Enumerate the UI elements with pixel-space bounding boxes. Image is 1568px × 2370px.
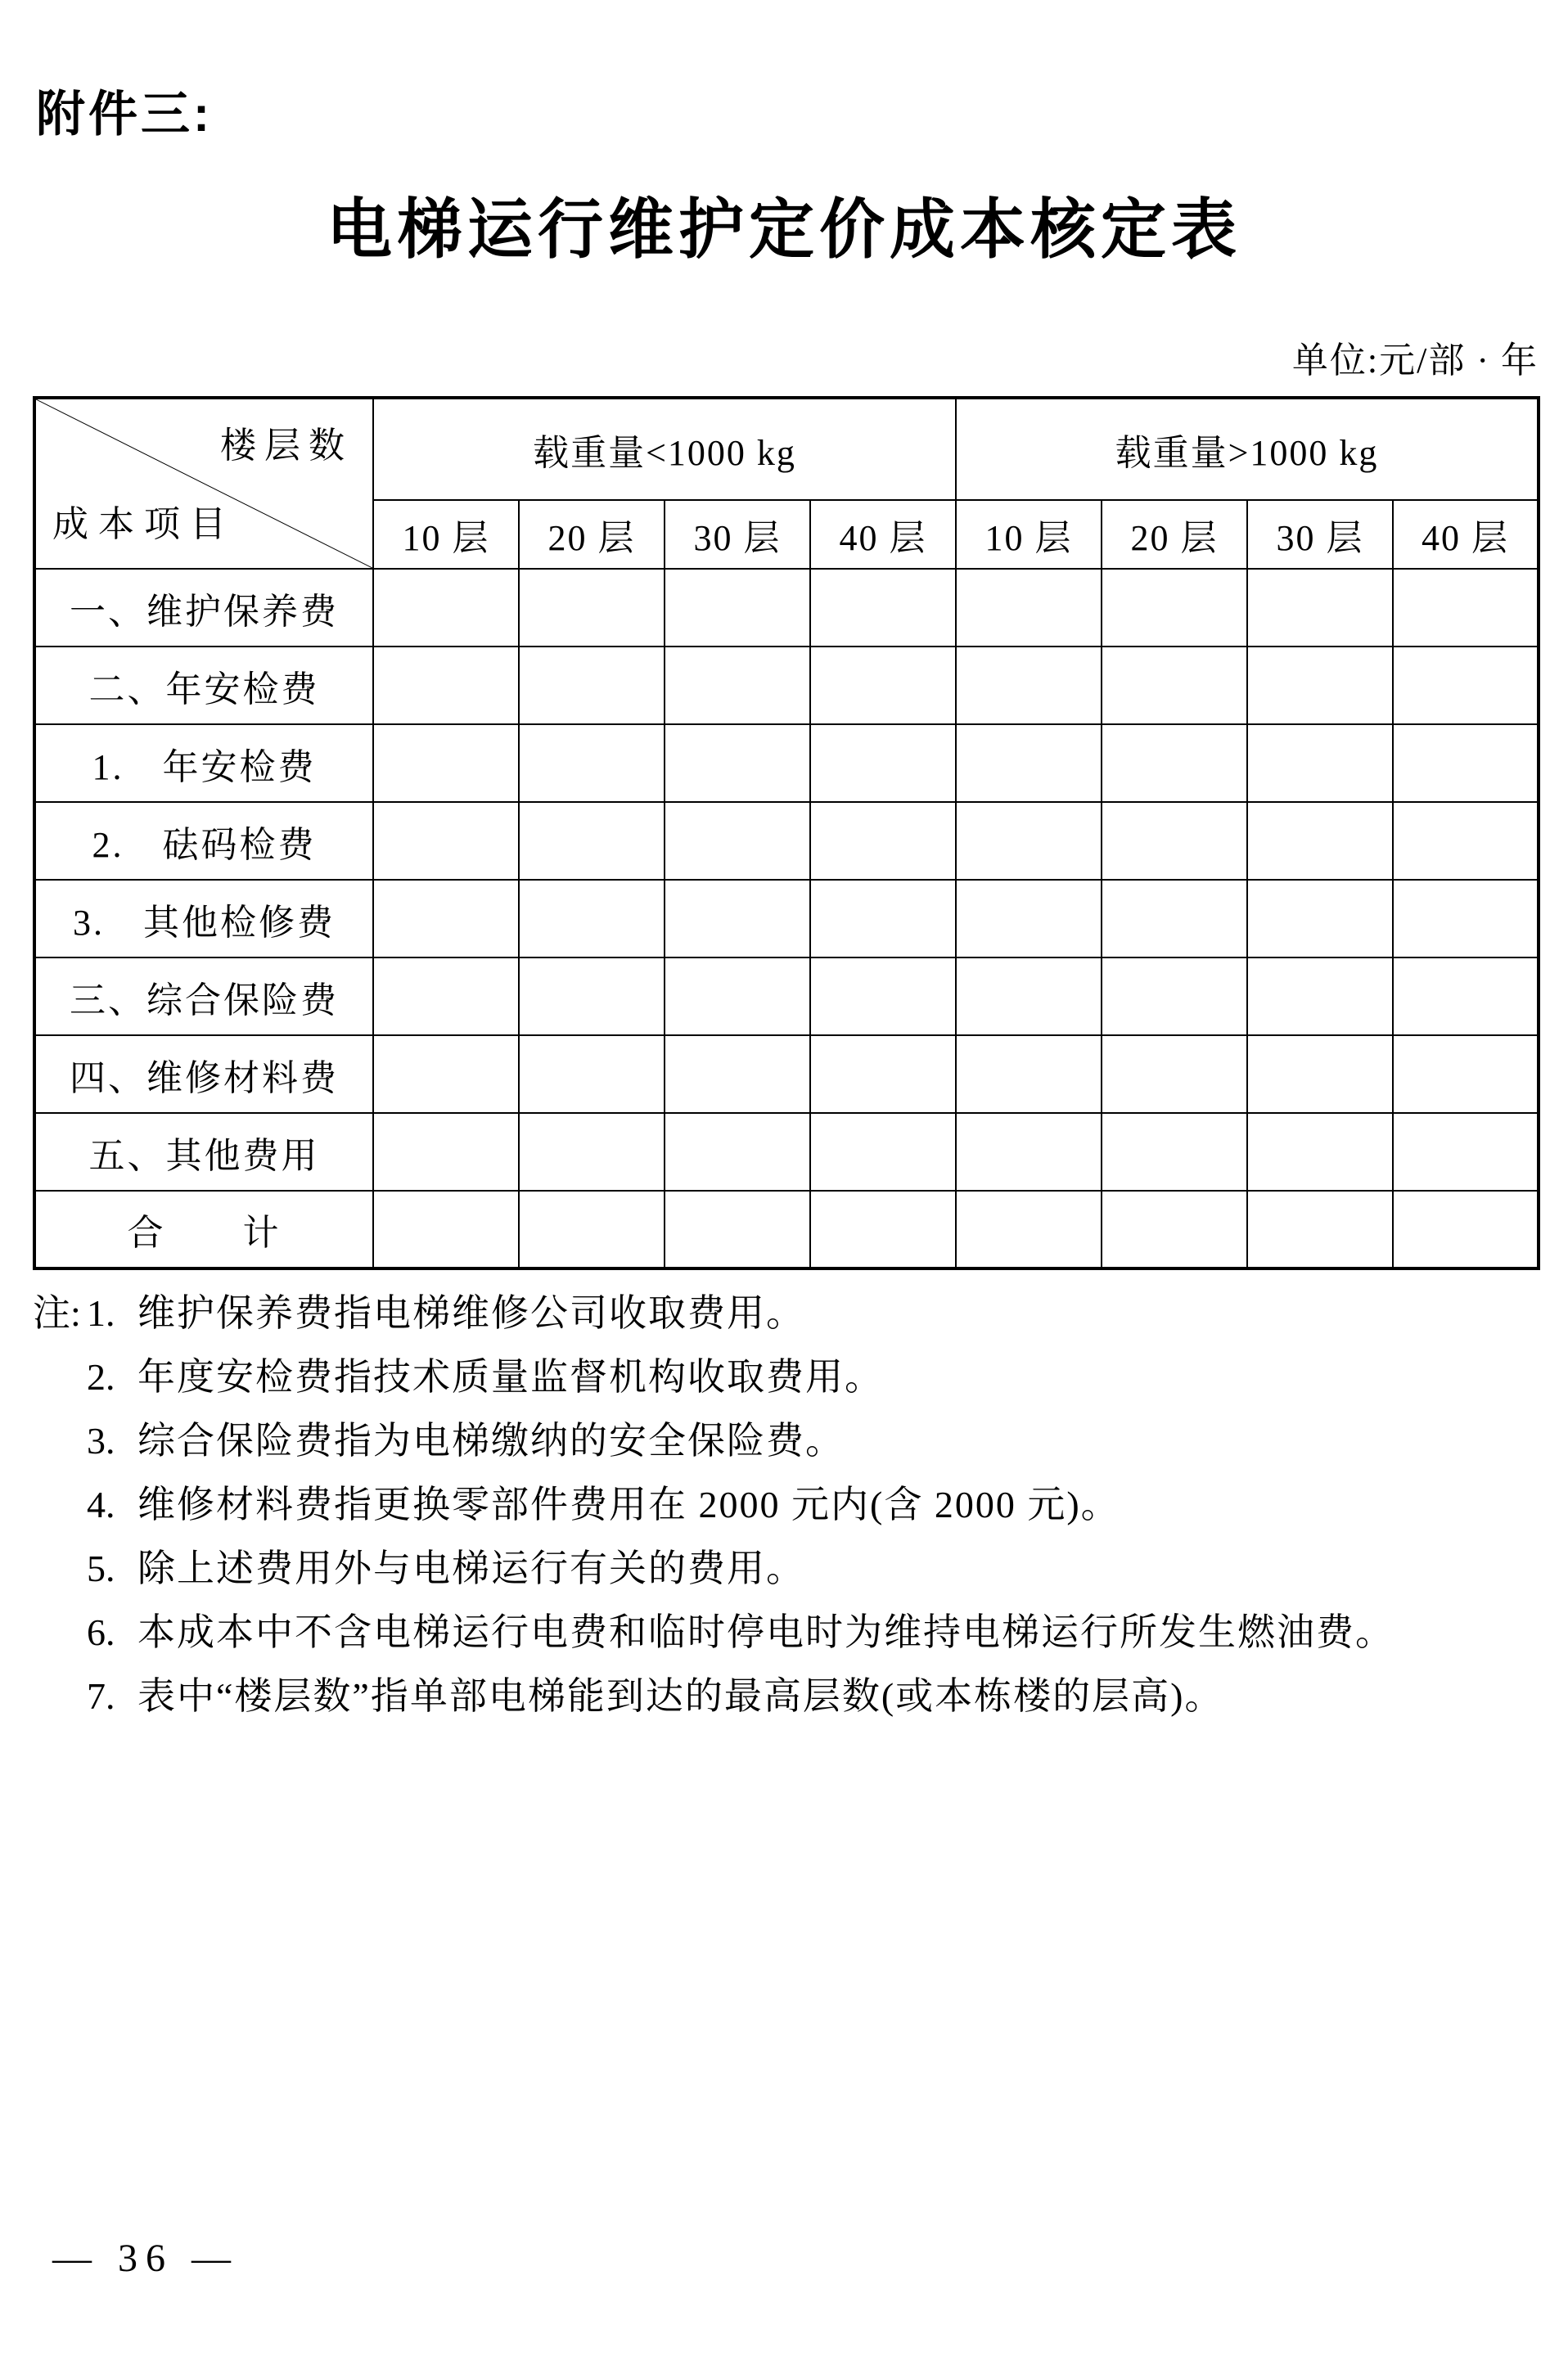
- note-text: 除上述费用外与电梯运行有关的费用。: [137, 1548, 805, 1589]
- col-header-over-30f: 30 层: [1247, 500, 1393, 569]
- data-cell: [665, 724, 810, 802]
- note-number: 6.: [87, 1611, 115, 1653]
- row-label: 一、维护保养费: [34, 569, 373, 647]
- data-cell: [665, 1191, 810, 1268]
- data-cell: [1393, 1191, 1539, 1268]
- data-cell: [810, 802, 956, 880]
- row-label: 3. 其他检修费: [34, 880, 373, 957]
- col-group-load-over-1000: 载重量>1000 kg: [956, 398, 1539, 500]
- row-label: 1. 年安检费: [34, 724, 373, 802]
- corner-floor-count-label: 楼层数: [220, 426, 353, 466]
- data-cell: [1102, 880, 1247, 957]
- cost-table: [33, 396, 1540, 1270]
- data-cell: [810, 1035, 956, 1113]
- table-row-annual-inspection-sub: [34, 724, 1539, 802]
- note-item: [33, 1473, 1540, 1537]
- data-cell: [519, 1113, 665, 1191]
- data-cell: [519, 647, 665, 724]
- data-cell: [956, 1113, 1102, 1191]
- attachment-label: 附件三:: [36, 87, 213, 142]
- data-cell: [519, 1035, 665, 1113]
- note-number: 3.: [87, 1420, 115, 1462]
- data-cell: [810, 1191, 956, 1268]
- note-number: 2.: [87, 1356, 115, 1398]
- data-cell: [810, 957, 956, 1035]
- row-label: 三、综合保险费: [34, 957, 373, 1035]
- note-item: [33, 1601, 1540, 1665]
- data-cell: [665, 957, 810, 1035]
- data-cell: [1102, 1191, 1247, 1268]
- note-text: 表中“楼层数”指单部电梯能到达的最高层数(或本栋楼的层高)。: [137, 1675, 1224, 1717]
- data-cell: [373, 1035, 519, 1113]
- data-cell: [956, 957, 1102, 1035]
- col-header-under-20f: 20 层: [519, 500, 665, 569]
- data-cell: [810, 569, 956, 647]
- data-cell: [1247, 724, 1393, 802]
- table-row-repair-materials: [34, 1035, 1539, 1113]
- data-cell: [519, 880, 665, 957]
- data-cell: [665, 802, 810, 880]
- data-cell: [810, 1113, 956, 1191]
- data-cell: [1247, 647, 1393, 724]
- data-cell: [373, 880, 519, 957]
- note-item: [33, 1345, 1540, 1409]
- table-row-weight-check: [34, 802, 1539, 880]
- note-item: [33, 1409, 1540, 1473]
- table-row-other-fees: [34, 1113, 1539, 1191]
- table-row-annual-inspection: [34, 647, 1539, 724]
- data-cell: [1247, 802, 1393, 880]
- data-cell: [1102, 1113, 1247, 1191]
- data-cell: [1393, 724, 1539, 802]
- data-cell: [1393, 957, 1539, 1035]
- data-cell: [373, 1113, 519, 1191]
- note-text: 维护保养费指电梯维修公司收取费用。: [137, 1292, 805, 1334]
- table-row-maintenance-fee: [34, 569, 1539, 647]
- page-title: 电梯运行维护定价成本核定表: [327, 195, 1241, 267]
- row-label: 四、维修材料费: [34, 1035, 373, 1113]
- note-item: [33, 1537, 1540, 1601]
- data-cell: [665, 1035, 810, 1113]
- data-cell: [519, 957, 665, 1035]
- data-cell: [1102, 802, 1247, 880]
- data-cell: [1102, 1035, 1247, 1113]
- table-row-insurance: [34, 957, 1539, 1035]
- col-header-under-40f: 40 层: [810, 500, 956, 569]
- note-item: [33, 1665, 1540, 1728]
- col-header-under-10f: 10 层: [373, 500, 519, 569]
- data-cell: [373, 957, 519, 1035]
- note-number: 4.: [87, 1484, 115, 1525]
- col-header-over-10f: 10 层: [956, 500, 1102, 569]
- data-cell: [665, 569, 810, 647]
- col-header-over-20f: 20 层: [1102, 500, 1247, 569]
- row-label-total: 合 计: [34, 1191, 373, 1268]
- note-text: 本成本中不含电梯运行电费和临时停电时为维持电梯运行所发生燃油费。: [137, 1611, 1395, 1653]
- data-cell: [956, 802, 1102, 880]
- data-cell: [1247, 569, 1393, 647]
- note-text: 综合保险费指为电梯缴纳的安全保险费。: [137, 1420, 845, 1462]
- row-label: 2. 砝码检费: [34, 802, 373, 880]
- data-cell: [1247, 1035, 1393, 1113]
- data-cell: [810, 724, 956, 802]
- unit-label: 单位:元/部 · 年: [1291, 340, 1539, 381]
- table-row-total: [34, 1191, 1539, 1268]
- data-cell: [1102, 647, 1247, 724]
- data-cell: [1102, 724, 1247, 802]
- note-number: 5.: [87, 1548, 115, 1589]
- data-cell: [519, 802, 665, 880]
- data-cell: [1393, 880, 1539, 957]
- data-cell: [956, 647, 1102, 724]
- data-cell: [1393, 802, 1539, 880]
- note-prefix: 注:: [33, 1292, 81, 1334]
- notes-section: [33, 1282, 1540, 1728]
- row-label: 五、其他费用: [34, 1113, 373, 1191]
- data-cell: [1393, 1035, 1539, 1113]
- data-cell: [373, 1191, 519, 1268]
- data-cell: [956, 1035, 1102, 1113]
- data-cell: [1247, 880, 1393, 957]
- data-cell: [1393, 647, 1539, 724]
- data-cell: [810, 647, 956, 724]
- corner-header-cell: [34, 398, 373, 569]
- data-cell: [665, 1113, 810, 1191]
- data-cell: [373, 802, 519, 880]
- note-number: 1.: [87, 1292, 115, 1334]
- page-number: — 36 —: [52, 2237, 239, 2280]
- row-label: 二、年安检费: [34, 647, 373, 724]
- corner-cost-item-label: 成本项目: [52, 504, 236, 544]
- table-row-other-repair: [34, 880, 1539, 957]
- data-cell: [519, 1191, 665, 1268]
- data-cell: [956, 880, 1102, 957]
- data-cell: [1102, 957, 1247, 1035]
- data-cell: [519, 569, 665, 647]
- data-cell: [519, 724, 665, 802]
- col-header-over-40f: 40 层: [1393, 500, 1539, 569]
- col-group-load-under-1000: 载重量<1000 kg: [373, 398, 956, 500]
- data-cell: [956, 1191, 1102, 1268]
- data-cell: [665, 880, 810, 957]
- data-cell: [665, 647, 810, 724]
- data-cell: [1247, 1191, 1393, 1268]
- note-number: 7.: [87, 1675, 115, 1717]
- data-cell: [373, 647, 519, 724]
- data-cell: [1247, 957, 1393, 1035]
- data-cell: [956, 569, 1102, 647]
- note-text: 年度安检费指技术质量监督机构收取费用。: [137, 1356, 884, 1398]
- data-cell: [1247, 1113, 1393, 1191]
- data-cell: [1102, 569, 1247, 647]
- note-item: [33, 1282, 1540, 1345]
- data-cell: [810, 880, 956, 957]
- data-cell: [1393, 569, 1539, 647]
- data-cell: [373, 569, 519, 647]
- data-cell: [373, 724, 519, 802]
- data-cell: [956, 724, 1102, 802]
- col-header-under-30f: 30 层: [665, 500, 810, 569]
- note-text: 维修材料费指更换零部件费用在 2000 元内(含 2000 元)。: [137, 1484, 1120, 1525]
- data-cell: [1393, 1113, 1539, 1191]
